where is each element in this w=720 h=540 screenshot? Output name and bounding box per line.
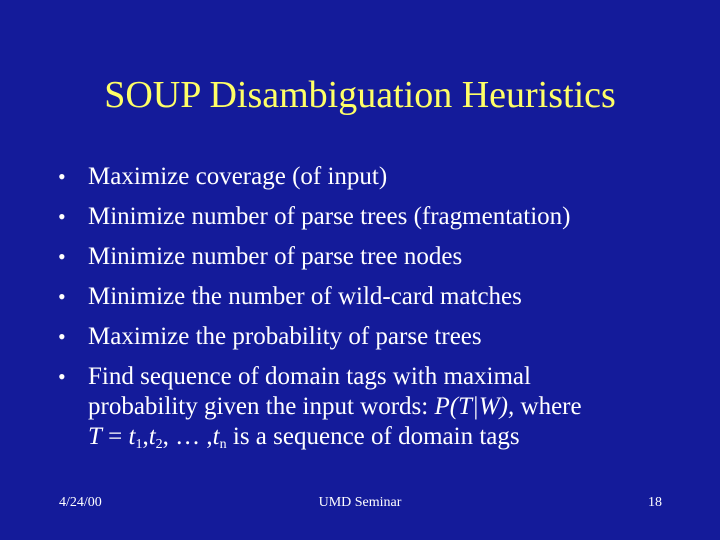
tag-sequence-symbol: T xyxy=(88,423,102,450)
equals-sign: = xyxy=(101,423,129,450)
bullet-item xyxy=(58,202,698,232)
bullet-dot: • xyxy=(58,324,66,349)
probability-formula: P(T|W), xyxy=(434,393,515,420)
bullet-dot: • xyxy=(58,284,66,309)
bullet-item xyxy=(58,242,698,272)
bullet-text: Maximize coverage (of input) xyxy=(88,163,388,190)
line2-text: probability given the input words: xyxy=(88,393,435,420)
bullet-list xyxy=(58,162,698,462)
comma-1: , xyxy=(142,423,149,450)
tag-t1: t xyxy=(128,423,136,450)
subscript-n: n xyxy=(219,437,227,452)
tag-tn: t xyxy=(212,423,220,450)
bullet-line-1: Find sequence of domain tags with maximal xyxy=(88,363,531,390)
bullet-item xyxy=(58,282,698,312)
bullet-dot: • xyxy=(58,364,66,389)
bullet-text: Minimize number of parse tree nodes xyxy=(88,243,463,270)
bullet-dot: • xyxy=(58,244,66,269)
bullet-text: Maximize the probability of parse trees xyxy=(88,323,482,350)
bullet-item xyxy=(58,322,698,352)
subscript-1: 1 xyxy=(135,437,143,452)
line3-tail: is a sequence of domain tags xyxy=(226,423,520,450)
bullet-text: Minimize number of parse trees (fragmentation) xyxy=(88,203,571,230)
footer-center-text: UMD Seminar xyxy=(318,495,402,510)
bullet-dot: • xyxy=(58,204,66,229)
bullet-text: Minimize the number of wild-card matches xyxy=(88,283,522,310)
footer-page-number: 18 xyxy=(648,495,662,510)
line2-tail: where xyxy=(514,393,582,420)
slide-title: SOUP Disambiguation Heuristics xyxy=(104,74,616,116)
ellipsis: , … , xyxy=(162,423,213,450)
bullet-line-3 xyxy=(88,422,698,452)
bullet-item-multiline xyxy=(58,362,698,452)
bullet-item xyxy=(58,162,698,192)
bullet-line-2 xyxy=(88,392,698,422)
bullet-dot: • xyxy=(58,164,66,189)
tag-t2: t xyxy=(148,423,156,450)
subscript-2: 2 xyxy=(155,437,163,452)
footer-date: 4/24/00 xyxy=(59,495,102,510)
